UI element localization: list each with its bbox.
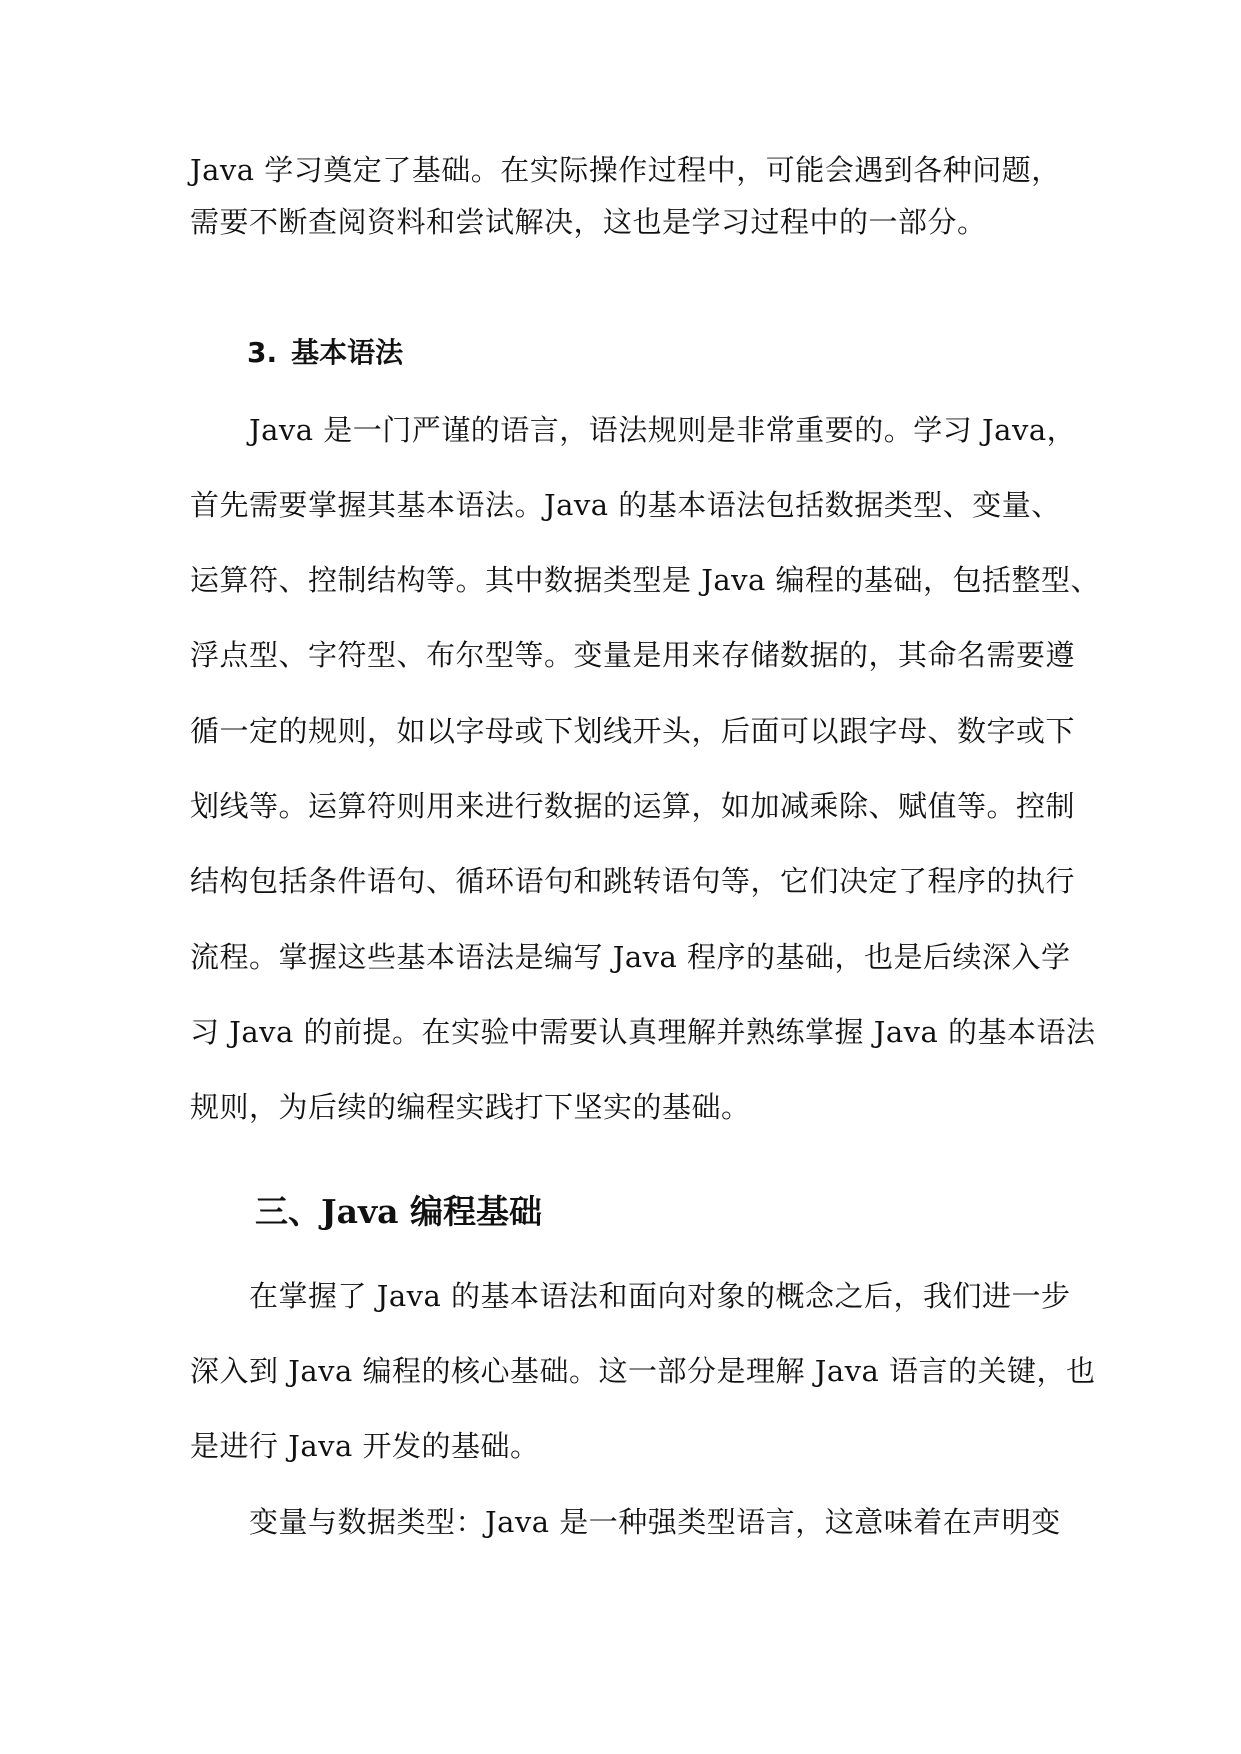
variables-line-1: 变量与数据类型：Java 是一种强类型语言，这意味着在声明变 [249, 1505, 1061, 1539]
syntax-line-9: 习 Java 的前提。在实验中需要认真理解并熟练掌握 Java 的基本语法 [190, 1015, 1096, 1049]
syntax-line-1: Java 是一门严谨的语言，语法规则是非常重要的。学习 Java， [249, 413, 1077, 447]
syntax-line-7: 结构包括条件语句、循环语句和跳转语句等，它们决定了程序的执行 [190, 864, 1076, 898]
syntax-line-3: 运算符、控制结构等。其中数据类型是 Java 编程的基础，包括整型、 [190, 563, 1101, 597]
syntax-line-4: 浮点型、字符型、布尔型等。变量是用来存储数据的，其命名需要遵 [190, 638, 1076, 672]
subsection-number: 3. [247, 336, 278, 369]
intro-line-2: 需要不断查阅资料和尝试解决，这也是学习过程中的一部分。 [190, 205, 987, 239]
basics-line-3: 是进行 Java 开发的基础。 [190, 1429, 540, 1463]
syntax-line-6: 划线等。运算符则用来进行数据的运算，如加减乘除、赋值等。控制 [190, 789, 1076, 823]
subsection-heading [247, 333, 403, 373]
syntax-line-2: 首先需要掌握其基本语法。Java 的基本语法包括数据类型、变量、 [190, 488, 1061, 522]
syntax-line-8: 流程。掌握这些基本语法是编写 Java 程序的基础，也是后续深入学 [190, 940, 1071, 974]
subsection-title: 基本语法 [291, 336, 404, 369]
syntax-line-10: 规则，为后续的编程实践打下坚实的基础。 [190, 1090, 751, 1124]
basics-line-2: 深入到 Java 编程的核心基础。这一部分是理解 Java 语言的关键，也 [190, 1354, 1096, 1388]
syntax-line-5: 循一定的规则，如以字母或下划线开头，后面可以跟字母、数字或下 [190, 714, 1076, 748]
section-heading: 三、Java 编程基础 [255, 1192, 543, 1231]
basics-line-1: 在掌握了 Java 的基本语法和面向对象的概念之后，我们进一步 [249, 1279, 1071, 1313]
intro-line-1: Java 学习奠定了基础。在实际操作过程中，可能会遇到各种问题， [190, 153, 1061, 187]
